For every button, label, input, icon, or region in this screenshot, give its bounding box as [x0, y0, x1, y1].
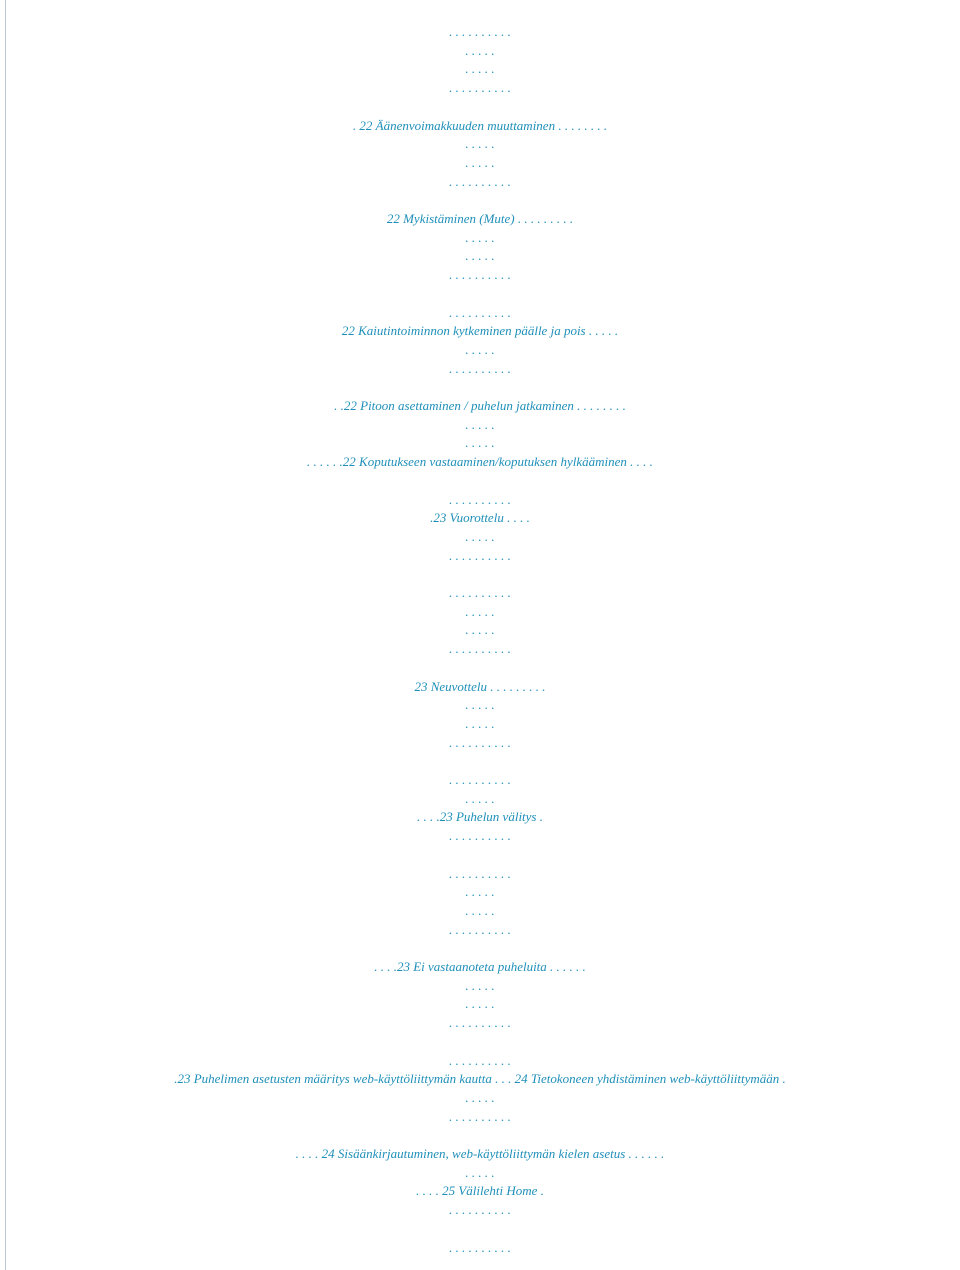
toc-spacer-line — [0, 1032, 960, 1051]
toc-spacer-line — [0, 377, 960, 396]
toc-line: .23 Puhelimen asetusten määritys web-käyttöliittymän kautta . . . 24 Tietokoneen yhdistäminen web-käyttöliittymään . — [174, 1071, 786, 1087]
toc-spacer-line — [0, 284, 960, 303]
toc-line: . . . . . — [465, 61, 495, 77]
toc-line: . . . . . — [465, 528, 495, 544]
toc-spacer-line — [0, 845, 960, 864]
toc-line: . . . . . — [465, 603, 495, 619]
toc-line: . . . . . . . . . . — [449, 921, 511, 937]
toc-spacer-line — [0, 751, 960, 770]
toc-line: . . . . . . . . . . — [449, 1202, 511, 1218]
toc-line: . . . . . — [465, 435, 495, 451]
toc-spacer-line — [0, 658, 960, 677]
toc-line: . . . . . . . . . . — [449, 1015, 511, 1031]
toc-line: . . . . . .22 Koputukseen vastaaminen/koputuksen hylkääminen . . . . — [307, 454, 653, 470]
toc-line: 22 Kaiutintoiminnon kytkeminen päälle ja pois . . . . . — [341, 323, 619, 339]
toc-line: . . . . . — [465, 341, 495, 357]
toc-line: . . . . . . . . . . — [449, 173, 511, 189]
toc-line: . . . . . . . . . . — [449, 1108, 511, 1124]
toc-line: . . . . . . . . . . — [449, 491, 511, 507]
toc-spacer-line — [0, 938, 960, 957]
toc-spacer-line — [0, 190, 960, 209]
toc-line: . . . . . — [465, 884, 495, 900]
toc-spacer-line — [0, 97, 960, 116]
toc-line: . . . . . — [465, 248, 495, 264]
toc-line: . . . . . . . . . . — [449, 585, 511, 600]
toc-line: . . . . . — [465, 622, 495, 638]
toc-line: . . . . . — [465, 902, 495, 918]
toc-line: . . . . . . . . . . — [449, 360, 511, 376]
toc-line: 22 Mykistäminen (Mute) . . . . . . . . . — [386, 211, 574, 226]
toc-spacer-line — [0, 471, 960, 490]
toc-line: . . . . . . . . . . — [449, 547, 511, 563]
toc-line: . . . . . — [465, 136, 495, 152]
toc-line: . . . . . — [465, 416, 495, 432]
toc-line: . . . . . — [465, 1089, 495, 1105]
toc-spacer-line — [0, 1219, 960, 1238]
toc-line: . . . . . . . . . . — [449, 24, 511, 39]
toc-line: . . . . . . . . . . — [449, 1239, 511, 1255]
toc-line: . . . . . . . . . . — [449, 304, 511, 320]
toc-line: . . . . 25 Välilehti Home . — [416, 1183, 544, 1199]
toc-line: . . . . . . . . . . — [449, 828, 511, 844]
toc-line: . . . . . — [465, 715, 495, 731]
toc-line: . . . .23 Ei vastaanoteta puheluita . . . . . . — [374, 959, 586, 974]
toc-line: . .22 Pitoon asettaminen / puhelun jatkaminen . . . . . . . . — [334, 398, 626, 413]
toc-line: . . . . . . . . . . — [449, 80, 511, 96]
toc-line: . 22 Äänenvoimakkuuden muuttaminen . . . . . . . . — [352, 117, 608, 133]
toc-spacer-line — [0, 564, 960, 583]
toc-line: . . . . . — [465, 42, 495, 58]
toc-line: . . . . . — [465, 229, 495, 245]
toc-line: . . . . 24 Sisäänkirjautuminen, web-käyttöliittymän kielen asetus . . . . . . — [295, 1146, 665, 1161]
toc-line: . . . . . . . . . . — [449, 772, 511, 787]
toc-line: . . . . . — [465, 697, 495, 713]
toc-line: 23 Neuvottelu . . . . . . . . . — [414, 678, 546, 694]
toc-line: . . . . . . . . . . — [449, 641, 511, 657]
toc-line: . . . . . . . . . . — [449, 267, 511, 283]
toc-line: . . . . . — [465, 977, 495, 993]
toc-line: . . . . . — [465, 154, 495, 170]
toc-line: . . . . . — [465, 1164, 495, 1180]
toc-spacer-line — [0, 1125, 960, 1144]
toc-line: . . . . . . . . . . — [449, 1052, 511, 1068]
toc-line: . . . . . — [465, 996, 495, 1012]
toc-line: . . . . . . . . . . — [449, 865, 511, 881]
toc-line: . . . .23 Puhelun välitys . — [416, 809, 543, 825]
toc-line: . . . . . — [465, 790, 495, 806]
toc-line: .23 Vuorottelu . . . . — [430, 510, 530, 526]
toc-line: . . . . . . . . . . — [449, 734, 511, 750]
